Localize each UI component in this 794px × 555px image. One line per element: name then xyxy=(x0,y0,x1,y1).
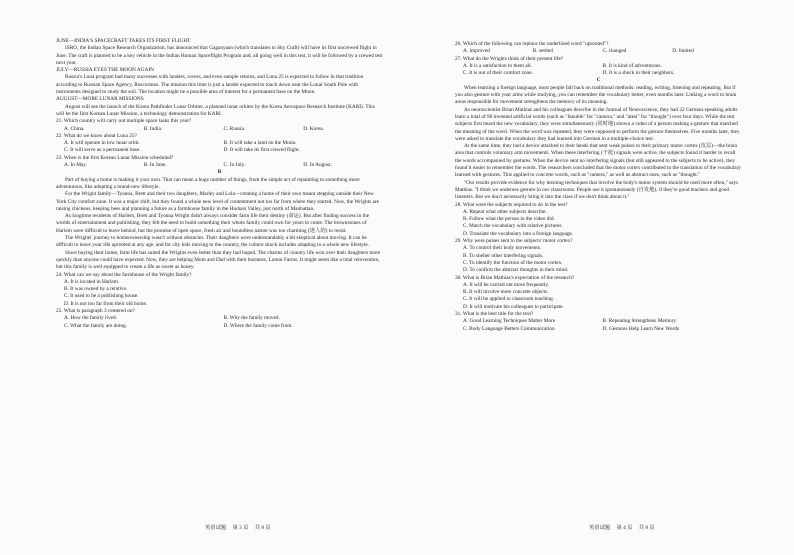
option-c: C. It will be applied to classroom teaching. xyxy=(463,296,555,303)
heading-july: JULY—RUSSIA EYES THE MOON AGAIN xyxy=(56,67,154,74)
option-c: C. What the family are doing. xyxy=(64,322,128,329)
option-b: B. settled xyxy=(532,48,553,55)
question-31 xyxy=(455,311,742,333)
option-c: C. To identify the function of the motor cortex. xyxy=(463,259,563,266)
option-c: C. It will serve as a permanent base. xyxy=(64,147,141,154)
section-b-label: B xyxy=(217,169,222,176)
option-b: B. Repeating Strengthens Memory xyxy=(602,318,677,325)
option-b: B. India. xyxy=(143,125,163,132)
question-stem: 22. What do we know about Luna 25? xyxy=(56,132,137,139)
option-d: D. Gestures Help Learn New Words xyxy=(602,325,680,332)
option-c: C. Match the vocabulary with relative pictures. xyxy=(463,223,563,230)
question-24 xyxy=(56,272,383,308)
option-d: D. It will motivate his colleagues to participate. xyxy=(463,303,564,310)
question-29 xyxy=(455,238,742,274)
option-a: A. China. xyxy=(64,125,85,132)
footer-total: 共 8 页 xyxy=(638,525,655,531)
option-b: B. It will involve more concrete objects. xyxy=(463,289,549,296)
option-a: A. It will operate in low lunar orbit. xyxy=(64,140,140,147)
question-27 xyxy=(455,56,742,78)
paragraph: Since buying their home, farm life has suited the Wrights even better than they had hoped. The charms of country life won over their daughters more quickly than anyone could have expected. Now, they are helping Mom and Dad with their business, Lomar Farms. It might seem like a total reinvention, but this family is well equipped to create a life as sweet as honey. xyxy=(56,249,381,271)
left-column xyxy=(56,38,383,330)
option-b: B. In June. xyxy=(143,162,167,169)
option-d: D. To confirm the abstract thoughts in their mind. xyxy=(463,267,569,274)
paragraph: As longtime residents of Harlem, Brett and Tyonna Wright didn't always consider farm life their destiny (命运). But after finding success in the worlds of entertainment and publishing, they felt the need to build something their whole family could own for years to come. The brownstones of Harlem were difficult to leave behind, but the promise of open space, fresh air and boundless nature was too charming (迷人的) to resist. xyxy=(56,213,370,234)
option-a: A. It is a satisfaction to them all. xyxy=(463,62,532,69)
footer-total: 共 8 页 xyxy=(254,525,271,531)
option-d: D. Translate the vocabulary into a foreign language. xyxy=(463,230,574,237)
option-d: D. limited xyxy=(672,48,694,55)
option-b: B. It will take a land on the Moon. xyxy=(223,140,297,147)
footer-page: 第 4 页 xyxy=(616,525,633,531)
paragraph: "Our results provide evidence for why learning techniques that involve the body's motor system should be used more often," says Mathias. "I think we underuse gesture in our classrooms. People use it spontaneously (自发地), if they're good teachers and good listeners. But we don't necessarily bring it into the class if we don't think about it." xyxy=(455,179,739,201)
option-d: D. Korea. xyxy=(303,125,324,132)
option-d: D. It is not too far from their old home. xyxy=(64,300,148,307)
question-26 xyxy=(455,41,742,56)
option-c: C. Russia. xyxy=(223,125,246,132)
section-c-label: C xyxy=(596,77,601,84)
heading-june: JUNE—INDIA'S SPACECRAFT TAKES ITS FIRST FLIGHT xyxy=(56,38,191,44)
footer-label: 英语试题 xyxy=(205,525,227,531)
right-column xyxy=(455,41,742,333)
option-b: B. To shelter other interfering signals. xyxy=(463,252,544,259)
option-a: A. Good Learning Techniques Matter More xyxy=(463,318,556,325)
question-stem: 24. What can we say about the farmhouse of the Wright family? xyxy=(56,271,192,278)
option-d: D. It will take its first crewed flight. xyxy=(223,147,300,154)
question-stem: 29. Why were pulses sent to the subjects' motor cortex? xyxy=(455,238,573,245)
question-30 xyxy=(455,275,742,311)
option-c: C. changed xyxy=(602,48,627,55)
option-c: C. Body Language Betters Communication xyxy=(463,325,555,332)
question-stem: 28. What were the subjects required to do in the test? xyxy=(455,201,568,208)
right-page xyxy=(397,0,794,555)
question-stem: 25. What is paragraph 3 centered on? xyxy=(56,307,135,314)
option-d: D. Where the family come from. xyxy=(223,322,293,329)
question-21 xyxy=(56,118,383,133)
question-stem: 23. When is the first Korean Lunar Mission scheduled? xyxy=(56,154,174,161)
page-footer xyxy=(205,523,271,531)
option-a: A. It will be carried out more frequently. xyxy=(463,281,549,288)
option-c: C. It is out of their comfort zone. xyxy=(463,70,533,77)
paragraph: August will see the launch of the Korea Pathfinder Lunar Orbiter, a planned lunar orbiter by the Korea Aerospace Research Institute (KARI). This will be the first Korean Lunar Mission, a technology demonstration for KARI. xyxy=(56,103,375,117)
option-d: D. It is a shock to their neighbors. xyxy=(602,70,675,77)
footer-label: 英语试题 xyxy=(589,525,611,531)
footer-page: 第 3 页 xyxy=(232,525,249,531)
question-stem: 30. What is Brian Mathias's expectation of the research? xyxy=(455,274,575,281)
paragraph: ISRO, the Indian Space Research Organization, has announced that Gaganyaan (which translates to Sky Craft) will have its first uncrewed flight in June. The craft is planned to be a key vehicle in the Indian Human Spaceflight Program and, all going well in this test, it will be followed by a crewed test next year. xyxy=(56,45,383,66)
paragraph: As neuroscientist Brian Mathias and his colleagues describe in the Journal of Neuroscience, they had 22 German-speaking adults learn a total of 90 invented artificial words (such as "fanuble" for "camera," and "atesi" for "thought") over four days. While the test subjects first heard the new vocabulary, they were simultaneously (同时地) shown a video of a person making a gesture that matched the meaning of the word. When the word was repeated, they were supposed to perform the gesture themselves. Five months later, they were asked to translate the vocabulary they had learned into German in a multiple-choice test. xyxy=(455,106,740,142)
option-b: B. Why the family moved. xyxy=(223,315,280,322)
question-23 xyxy=(56,155,383,170)
question-22 xyxy=(56,133,383,155)
option-a: A. It is located in Harlem. xyxy=(64,278,120,285)
question-stem: 26. Which of the following can replace the underlined word "uprooted"? xyxy=(455,41,609,47)
option-d: D. In August. xyxy=(303,162,332,169)
option-a: A. Repeat what other subjects describe. xyxy=(463,208,547,215)
paragraph: For the Wright family—Tyonna, Brett and their two daughters, Marley and Lola—creating a home of their own meant stepping outside their New York City comfort zone. It was a major shift, but they found a whole new level of contentment not too far from where they started. Now, the Wrights are raising chickens, keeping bees and planning a future as a farmhouse family in the Hudson Valley, just north of Manhattan. xyxy=(56,191,380,212)
option-b: B. It was owned by a relative. xyxy=(64,286,128,293)
paragraph: Part of buying a home is making it your own. That can mean a huge number of things, from the simple act of repainting to something more adventurous, like adopting a brand-new lifestyle. xyxy=(56,176,360,190)
question-stem: 31. What is the best title for the text? xyxy=(455,310,534,317)
option-a: A. How the family lived. xyxy=(64,315,117,322)
heading-august: AUGUST—MORE LUNAR MISSIONS xyxy=(56,96,144,103)
option-c: C. In July. xyxy=(223,162,246,169)
paragraph: Russia's Luna program had many successes with landers, rovers, and even sample returns, and Luna 25 is expected to follow in that tradition according to Russian Space Agency, Roscosmos. The mission this time is just a lander expected to touch down near the Lunar South Pole with instruments designed to study the soil. The location might be a possible area of interest for a permanent base on the Moon. xyxy=(56,74,364,96)
paragraph: When learning a foreign language, most people fall back on traditional methods: reading, writing, listening and repeating. But if you also gesture with your arms while studying, you can remember the vocabulary better, even months later. Linking a word to brain areas responsible for movement strengthens the memory of its meaning. xyxy=(455,84,737,106)
question-stem: 21. Which country will carry out multiple space tasks this year? xyxy=(56,118,192,125)
option-b: B. Follow what the person in the video did. xyxy=(463,216,555,223)
paragraph: The Wrights' journey to homeownership wasn't without obstacles. Their daughters were understandably a bit skeptical about moving. It can be difficult to leave your life uprooted at any age, and for city kids moving to the country, the culture shock includes adapting to a whole new lifestyle. xyxy=(56,235,370,249)
option-a: A. improved xyxy=(463,48,490,55)
question-25 xyxy=(56,308,383,330)
option-c: C. It used to be a publishing house. xyxy=(64,293,139,300)
paragraph: At the same time, they had a device attached to their heads that sent weak pulses to their primary motor cortex (皮层)—the brain area that controls voluntary arm movements. When these interfering (干扰) signals were active, the subjects found it harder to recall the words accompanied by gestures. When the device sent no interfering signals (but still appeared to the subjects to be active), they found it easier to remember the words. The researchers concluded that the motor cortex contributed to the translation of the vocabulary learned with gestures. This applied to concrete words, such as "camera," as well as abstract ones, such as "thought." xyxy=(455,143,741,179)
option-b: B. It is kind of adventurous. xyxy=(602,62,662,69)
option-a: A. In May. xyxy=(64,162,87,169)
page-footer xyxy=(589,523,655,531)
option-a: A. To control their body movements. xyxy=(463,245,542,252)
question-28 xyxy=(455,202,742,238)
question-stem: 27. What do the Wrights think of their present life? xyxy=(455,55,564,62)
